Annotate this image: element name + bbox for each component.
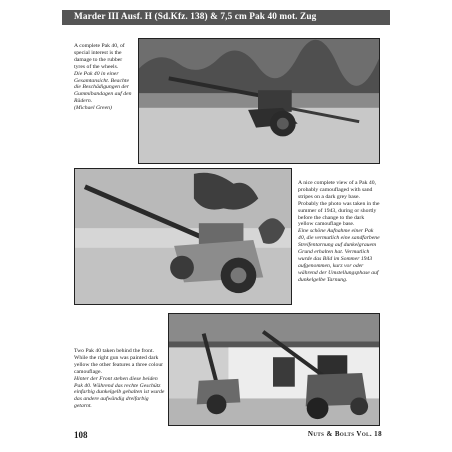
caption-middle	[298, 180, 380, 284]
caption-top	[74, 43, 134, 112]
caption-bottom	[74, 348, 166, 410]
caption-top-credit: (Michael Green)	[74, 105, 112, 112]
photo-two-pak40	[168, 313, 380, 426]
series-title: Nuts & Bolts Vol. 18	[307, 430, 382, 438]
caption-middle-german: Eine schöne Aufnahme einer Pak 40, die vermutlich eine sandfarbene Streifentarnung auf dunkelgrauem Grund erhalten hat. Vermutlich wurde das Bild im Sommer 1943 aufgenommen, kurz vor oder während der Umstellungsphase auf dunkelgelbe Tarnung.	[298, 228, 380, 283]
page-header	[62, 10, 390, 25]
caption-bottom-english: Two Pak 40 taken behind the front. While the right gun was painted dark yellow the other features a three colour camouflage.	[74, 348, 164, 375]
caption-top-german: Die Pak 40 in einer Gesamtansicht. Beachte die Beschädigungen der Gummibandagen auf den Rädern.	[74, 70, 132, 105]
photo-pak40-field	[138, 38, 380, 164]
caption-bottom-german: Hinter der Front stehen diese beiden Pak 40. Während das rechte Geschütz einfarbig dunkelgelb gehalten ist wurde das andere aufwändig dreifarbig getarnt.	[74, 375, 165, 410]
page-number: 108	[74, 430, 88, 440]
caption-middle-english: A nice complete view of a Pak 40, probably camouflaged with sand stripes on a dark grey base. Probably the photo was taken in the summer of 1943, during or shortly before the change to the dark yellow camouflage base.	[298, 180, 380, 228]
header-title: Marder III Ausf. H (Sd.Kfz. 138) & 7,5 cm Pak 40 mot. Zug	[74, 12, 317, 22]
photo-pak40-camouflage	[74, 168, 292, 305]
caption-top-english: A complete Pak 40, of special interest is the damage to the rubber tyres of the wheels.	[74, 43, 125, 70]
magazine-page	[62, 0, 390, 452]
